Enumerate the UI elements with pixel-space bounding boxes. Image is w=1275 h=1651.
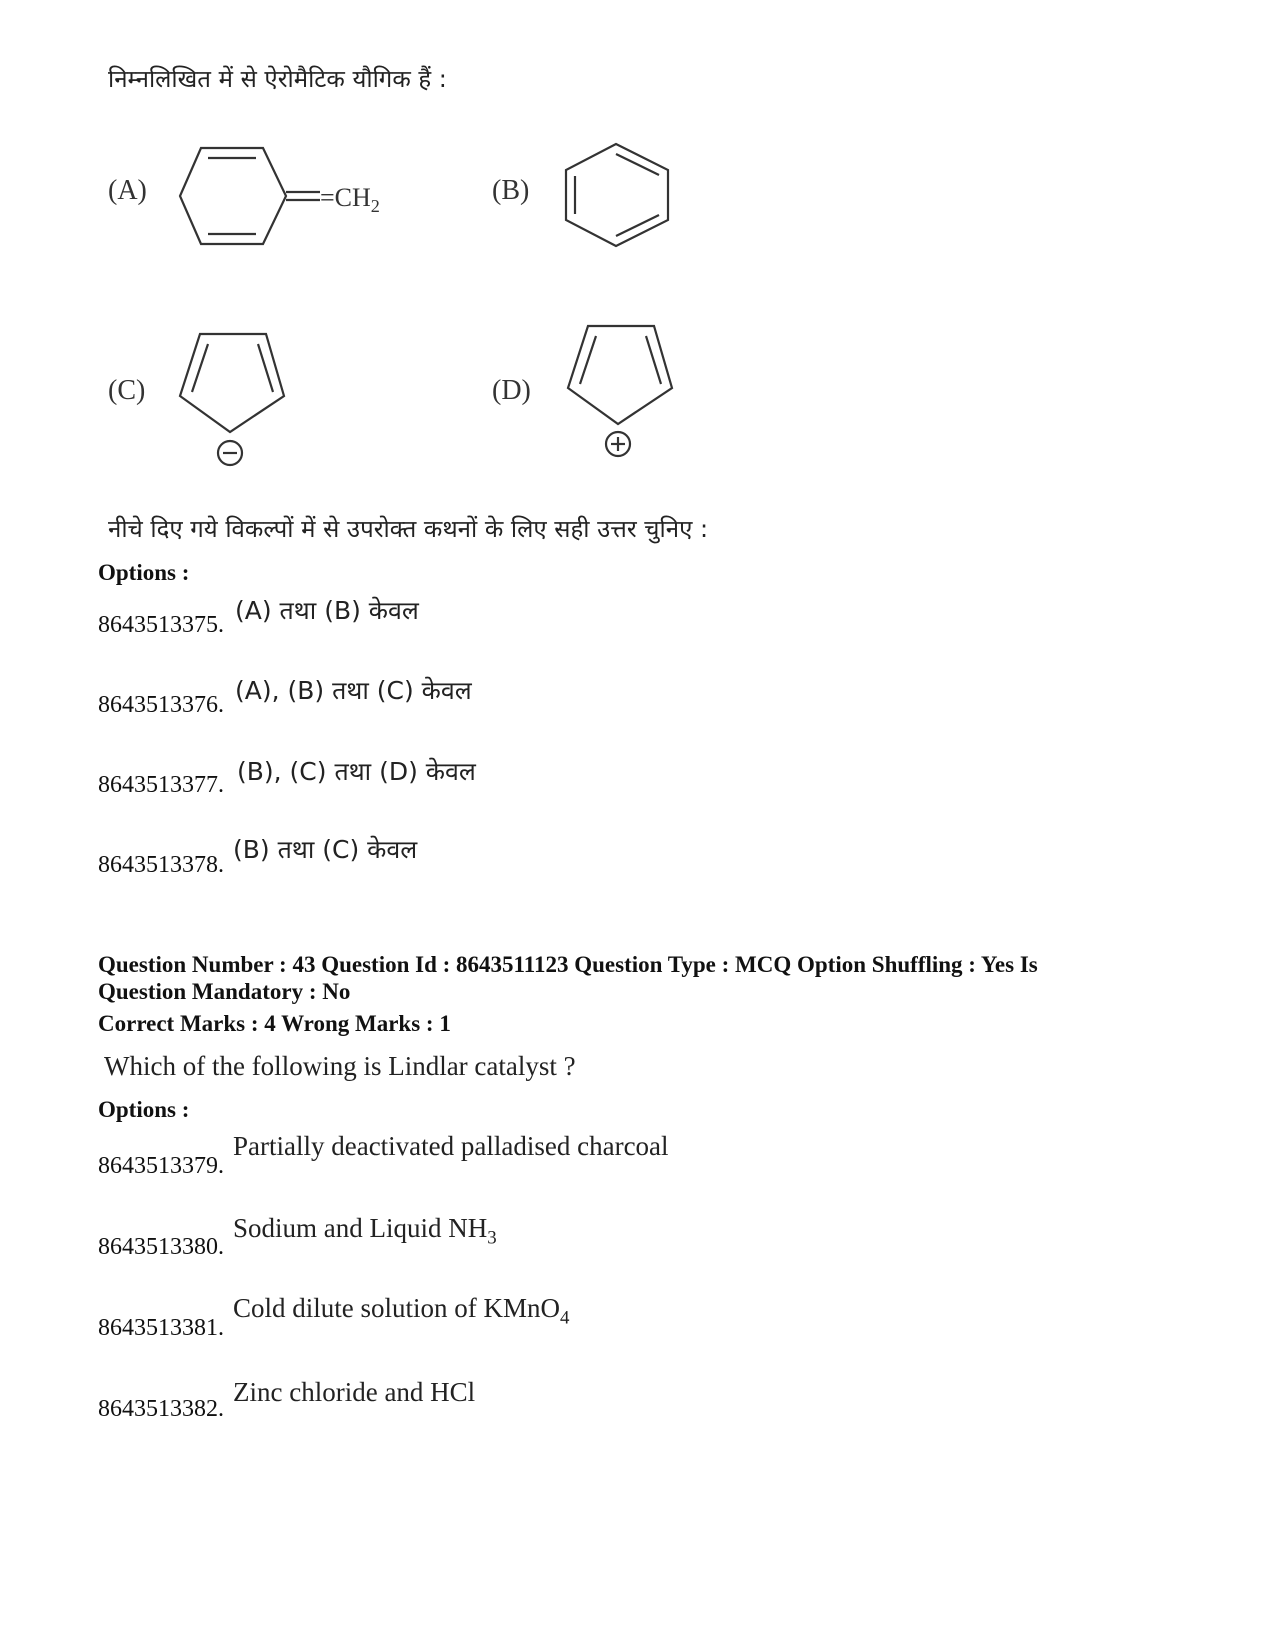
question-prompt: Which of the following is Lindlar catalyst ? <box>104 1051 576 1081</box>
option-id: 8643513379. <box>98 1153 224 1179</box>
option-text-wrap <box>233 1213 497 1249</box>
option-id: 8643513378. <box>98 852 224 878</box>
option-text: Sodium and Liquid NH <box>233 1213 488 1243</box>
option-text: (A) तथा (B) केवल <box>235 596 419 625</box>
option-text-wrap <box>233 1293 569 1329</box>
option-subscript: 3 <box>487 1227 497 1249</box>
option-id: 8643513380. <box>98 1234 224 1260</box>
option-text: Cold dilute solution of KMnO <box>233 1293 561 1323</box>
structure-label-a: (A) <box>108 175 147 206</box>
option-text: (B) तथा (C) केवल <box>233 835 418 864</box>
structure-label-b: (B) <box>492 175 530 206</box>
option-subscript: 4 <box>560 1307 570 1329</box>
option-id: 8643513377. <box>98 772 224 798</box>
question-meta-line2: Question Mandatory : No <box>98 979 351 1004</box>
option-id: 8643513375. <box>98 612 224 638</box>
question-marks: Correct Marks : 4 Wrong Marks : 1 <box>98 1011 451 1036</box>
option-text: Zinc chloride and HCl <box>233 1377 476 1407</box>
structure-c-diagram <box>172 328 292 473</box>
option-text: Partially deactivated palladised charcoal <box>233 1131 669 1161</box>
options-label: Options : <box>98 1097 190 1122</box>
option-id: 8643513382. <box>98 1396 224 1422</box>
structure-b-diagram <box>560 140 675 250</box>
option-text: (B), (C) तथा (D) केवल <box>237 757 476 786</box>
option-id: 8643513381. <box>98 1315 224 1341</box>
question-prompt: निम्नलिखित में से ऐरोमैटिक यौगिक हैं : <box>108 65 447 93</box>
instruction-text: नीचे दिए गये विकल्पों में से उपरोक्त कथनों के लिए सही उत्तर चुनिए : <box>108 515 709 543</box>
question-meta-line1: Question Number : 43 Question Id : 8643511123 Question Type : MCQ Option Shuffling : Yes Is <box>98 952 1038 977</box>
substituent-subscript: 2 <box>370 196 380 217</box>
option-text: (A), (B) तथा (C) केवल <box>235 676 472 705</box>
structure-d-diagram <box>560 320 680 465</box>
structure-a-substituent <box>320 183 380 217</box>
option-id: 8643513376. <box>98 692 224 718</box>
options-label: Options : <box>98 560 190 585</box>
structure-label-d: (D) <box>492 375 531 406</box>
structure-label-c: (C) <box>108 375 146 406</box>
substituent-text: =CH <box>320 183 371 212</box>
